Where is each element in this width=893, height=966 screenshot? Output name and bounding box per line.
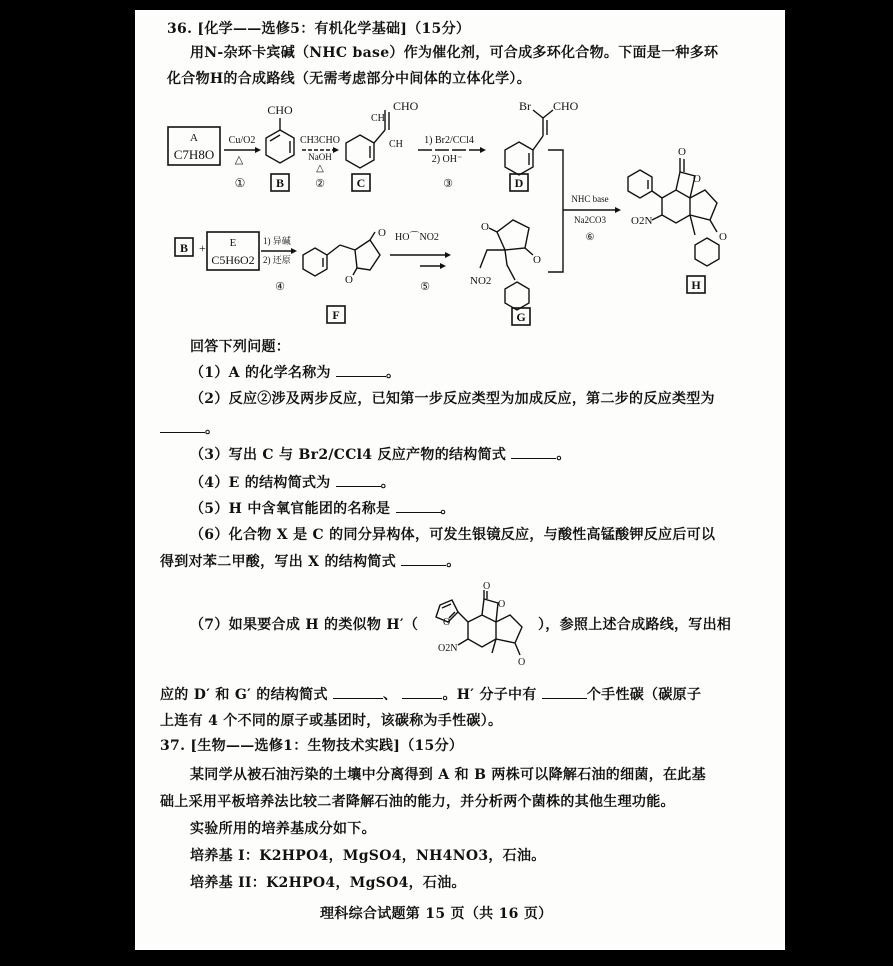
svg-text:2) 还原: 2) 还原: [263, 255, 291, 265]
question-1: （1）A 的化学名称为 。: [190, 365, 401, 381]
compound-h-structure: [628, 158, 719, 266]
synthesis-scheme: [135, 10, 785, 340]
question-2: （2）反应②涉及两步反应，已知第一步反应类型为加成反应，第二步的反应类型为: [190, 391, 715, 407]
answer-blank-5[interactable]: [396, 500, 441, 513]
compound-a-formula: C7H8O: [173, 147, 215, 162]
svg-text:△: △: [234, 154, 244, 166]
svg-text:CHO: CHO: [267, 103, 293, 117]
svg-text:Cu/O2: Cu/O2: [228, 135, 256, 146]
svg-text:1) 异碱: 1) 异碱: [263, 236, 291, 246]
medium-2: 培养基 II：K2HPO4，MgSO4，石油。: [190, 875, 466, 891]
svg-text:E: E: [229, 237, 237, 249]
svg-text:⑤: ⑤: [420, 281, 430, 293]
svg-text:1) Br2/CCl4: 1) Br2/CCl4: [424, 135, 474, 146]
svg-text:O: O: [533, 254, 541, 266]
svg-text:C: C: [356, 176, 366, 190]
svg-text:D: D: [514, 176, 524, 190]
q37-header: 37. [生物——选修1：生物技术实践]（15分）: [160, 738, 464, 754]
q36-intro-line1: 用N-杂环卡宾碱（NHC base）作为催化剂，可合成多环化合物。下面是一种多环: [190, 45, 719, 61]
svg-text:△: △: [316, 163, 324, 174]
svg-text:O: O: [719, 231, 727, 243]
exam-page: [135, 10, 785, 950]
svg-text:CH: CH: [389, 139, 403, 150]
svg-text:③: ③: [443, 178, 453, 190]
answer-blank-4[interactable]: [336, 474, 381, 487]
svg-text:NaOH: NaOH: [308, 152, 332, 162]
question-6: （6）化合物 X 是 C 的同分异构体，可发生银镜反应，与酸性高锰酸钾反应后可以: [190, 527, 716, 543]
svg-text:CHO: CHO: [393, 99, 419, 113]
answer-blank-7c[interactable]: [542, 686, 587, 699]
answer-blank-2[interactable]: [160, 420, 205, 433]
answer-blank-7a[interactable]: [333, 686, 383, 699]
answer-blank-3[interactable]: [511, 446, 556, 459]
question-7: （7）如果要合成 H 的类似物 H′（: [190, 617, 419, 633]
answer-blank-1[interactable]: [336, 364, 386, 377]
svg-text:NHC base: NHC base: [571, 194, 609, 204]
benzaldehyde-structure: [266, 118, 294, 163]
question-5: （5）H 中含氧官能团的名称是 。: [190, 501, 455, 517]
svg-text:O: O: [518, 657, 526, 668]
answer-blank-6[interactable]: [401, 553, 446, 566]
svg-text:④: ④: [275, 281, 285, 293]
svg-text:O: O: [693, 173, 701, 185]
svg-text:O: O: [498, 599, 506, 610]
svg-text:B: B: [275, 176, 285, 190]
svg-text:Br: Br: [519, 99, 531, 113]
svg-text:+: +: [199, 241, 206, 255]
compound-h-prime-structure: [418, 581, 548, 675]
compound-g-structure: [480, 220, 533, 310]
question-3: （3）写出 C 与 Br2/CCl4 反应产物的结构简式 。: [190, 447, 571, 463]
svg-text:O: O: [378, 227, 386, 239]
q36-intro-line2: 化合物H的合成路线（无需考虑部分中间体的立体化学）。: [167, 71, 532, 87]
question-7-line3: 上连有 4 个不同的原子或基团时，该碳称为手性碳）。: [160, 713, 503, 729]
question-7-cont: ），参照上述合成路线，写出相: [538, 617, 732, 633]
question-2-answer: 。: [160, 420, 219, 438]
svg-text:CHO: CHO: [553, 99, 579, 113]
svg-text:NO2: NO2: [470, 275, 492, 287]
q37-para1-line1: 某同学从被石油污染的土壤中分离得到 A 和 B 两株可以降解石油的细菌，在此基: [190, 767, 706, 783]
svg-text:Na2CO3: Na2CO3: [574, 215, 606, 225]
compound-f-structure: [303, 232, 380, 276]
bromo-cinnamaldehyde-structure: [505, 110, 553, 175]
q37-para2: 实验所用的培养基成分如下。: [190, 821, 376, 837]
svg-text:O: O: [483, 581, 491, 592]
svg-text:O: O: [481, 221, 489, 233]
svg-text:H: H: [691, 278, 701, 292]
svg-text:HO⌒NO2: HO⌒NO2: [395, 232, 439, 243]
medium-1: 培养基 I：K2HPO4，MgSO4，NH4NO3，石油。: [190, 848, 546, 864]
svg-text:⑥: ⑥: [585, 232, 595, 243]
svg-text:②: ②: [315, 178, 325, 190]
compound-a-label: A: [190, 132, 198, 144]
svg-text:O: O: [678, 146, 686, 158]
svg-text:O2N: O2N: [438, 643, 458, 654]
q37-para1-line2: 础上采用平板培养法比较二者降解石油的能力，并分析两个菌株的其他生理功能。: [160, 794, 675, 810]
svg-text:G: G: [516, 310, 526, 324]
svg-text:CH3CHO: CH3CHO: [299, 135, 341, 146]
q36-header: 36. [化学——选修5：有机化学基础]（15分）: [167, 21, 471, 37]
svg-text:O: O: [443, 617, 451, 628]
svg-text:O2N: O2N: [631, 215, 653, 227]
svg-text:C5H6O2: C5H6O2: [211, 253, 255, 267]
question-6-line2: 得到对苯二甲酸，写出 X 的结构简式 。: [160, 554, 461, 570]
page-footer: 理科综合试题第 15 页（共 16 页）: [320, 906, 553, 922]
svg-text:CH: CH: [371, 113, 385, 124]
svg-text:2) OH⁻: 2) OH⁻: [431, 154, 463, 165]
svg-text:①: ①: [234, 176, 246, 190]
question-7-line2: 应的 D′ 和 G′ 的结构简式 、 。H′ 分子中有 个手性碳（碳原子: [160, 687, 702, 703]
svg-text:O: O: [345, 274, 353, 286]
question-4: （4）E 的结构简式为 。: [190, 475, 396, 491]
svg-text:B: B: [179, 241, 189, 255]
answer-blank-7b[interactable]: [402, 686, 442, 699]
svg-text:F: F: [332, 308, 340, 322]
questions-prompt: 回答下列问题：: [190, 339, 291, 355]
